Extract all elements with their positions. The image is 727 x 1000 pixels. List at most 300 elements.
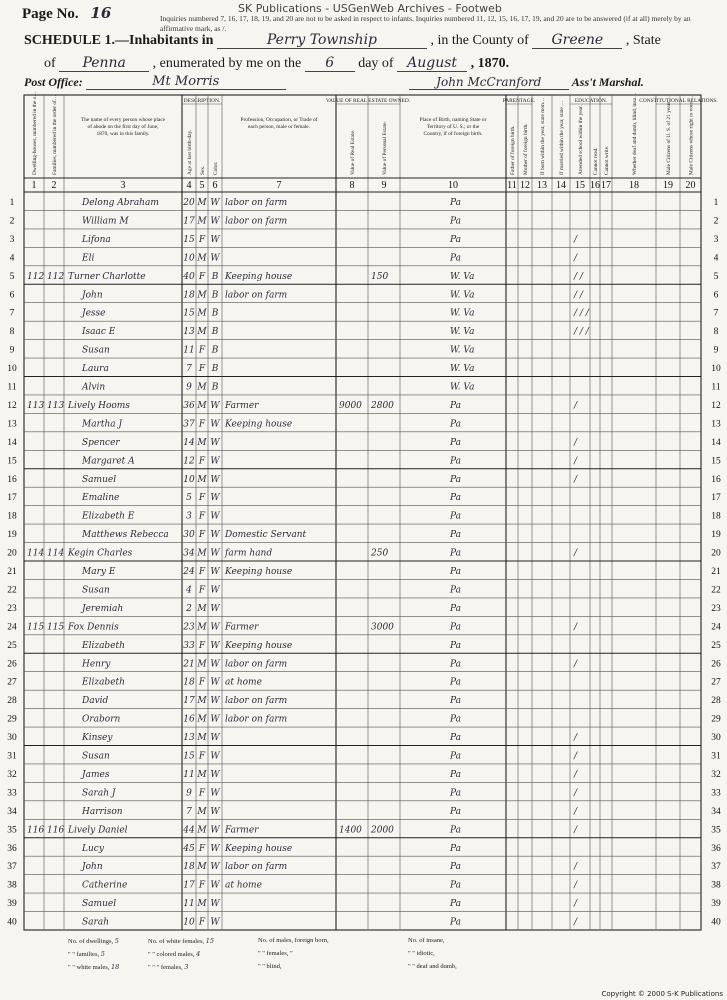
cell-birth: Pa xyxy=(450,437,462,448)
column-title-vertical: Families, numbered in the order of… xyxy=(52,94,58,175)
column-header-15 xyxy=(578,105,584,175)
cell-marks: / xyxy=(574,234,578,245)
column-header-2 xyxy=(51,95,58,175)
row-number-right: 2 xyxy=(713,216,719,227)
cell-name: Henry xyxy=(82,659,111,670)
cell-color: B xyxy=(211,345,219,356)
table-row xyxy=(7,819,721,835)
cell-age: 23 xyxy=(183,622,195,633)
cell-occ: Domestic Servant xyxy=(225,530,307,541)
row-number-left: 9 xyxy=(9,345,15,356)
cell-color: W xyxy=(210,659,220,670)
row-number-left: 12 xyxy=(7,400,17,411)
cell-occ: Keeping house xyxy=(225,271,293,282)
cell-occ: Farmer xyxy=(225,622,259,633)
cell-name: Mary E xyxy=(82,567,116,577)
group-header-parentage: PARENTAGE. xyxy=(502,98,536,104)
cell-sex: M xyxy=(197,806,207,817)
cell-sex: M xyxy=(197,769,207,780)
column-header-6 xyxy=(213,162,219,175)
cell-pers: 3000 xyxy=(371,622,394,633)
cell-birth: Pa xyxy=(450,806,462,817)
table-row xyxy=(7,616,721,632)
row-number-right: 25 xyxy=(711,640,721,651)
cell-sex: M xyxy=(197,290,207,301)
cell-birth: Pa xyxy=(450,899,462,910)
row-number-left: 25 xyxy=(7,640,17,651)
cell-age: 13 xyxy=(183,733,195,744)
cell-name: Delong Abraham xyxy=(82,198,159,208)
column-title-vertical: Attended school within the year. xyxy=(578,105,584,175)
cell-marks: / xyxy=(574,769,578,780)
column-number: 6 xyxy=(212,180,218,191)
blind-label: " " blind, xyxy=(258,963,282,970)
cell-sex: M xyxy=(197,437,207,448)
cell-occ: Keeping house xyxy=(225,640,293,651)
cell-color: B xyxy=(211,327,219,338)
row-number-left: 28 xyxy=(7,696,17,707)
cell-name: Susan xyxy=(82,751,110,762)
cell-birth: Pa xyxy=(450,696,462,707)
cell-name: Jesse xyxy=(82,308,106,319)
row-number-left: 15 xyxy=(7,456,17,467)
cell-birth: Pa xyxy=(450,216,462,227)
cell-birth: Pa xyxy=(450,714,462,725)
cell-age: 10 xyxy=(183,474,195,485)
cell-color: W xyxy=(210,456,220,467)
cell-color: W xyxy=(210,603,220,614)
cell-fam: 114 xyxy=(47,548,65,559)
row-number-right: 28 xyxy=(711,696,721,707)
cell-birth: Pa xyxy=(450,862,462,873)
column-header-17 xyxy=(604,146,610,175)
row-number-right: 33 xyxy=(711,788,721,799)
row-number-left: 37 xyxy=(7,862,17,873)
enumerated-label: , enumerated by me on the xyxy=(152,56,302,71)
cell-color: W xyxy=(210,400,220,411)
cell-birth: W. Va xyxy=(450,364,475,375)
cell-name: Emaline xyxy=(82,493,120,504)
row-number-left: 26 xyxy=(7,659,17,670)
column-number: 12 xyxy=(520,180,530,191)
cell-age: 4 xyxy=(186,585,192,596)
cell-sex: F xyxy=(198,511,206,522)
row-number-left: 27 xyxy=(7,677,17,688)
cell-sex: M xyxy=(197,400,207,411)
column-title-line: of abode on the first day of June, xyxy=(87,124,159,130)
inquiry-note: Inquiries numbered 7, 16, 17, 18, 19, and 20 are not to be asked in respect to infants. Inquiries numbered 11, 12, 15, 16, 17, 19, and 20 are to be answered (if at all) merely by an affirmative mark, as /. xyxy=(160,14,691,33)
cell-occ: labor on farm xyxy=(225,290,288,301)
row-number-right: 8 xyxy=(713,327,719,338)
county-value: Greene xyxy=(532,32,622,49)
cell-occ: labor on farm xyxy=(225,198,288,208)
cell-occ: labor on farm xyxy=(225,216,288,227)
cell-color: W xyxy=(210,751,220,762)
cell-color: W xyxy=(210,253,220,264)
cell-sex: M xyxy=(197,696,207,707)
row-number-right: 19 xyxy=(711,530,721,541)
row-number-left: 8 xyxy=(9,327,15,338)
cell-name: Lifona xyxy=(82,234,111,245)
cell-fam: 115 xyxy=(47,622,65,633)
table-row xyxy=(7,709,721,725)
cell-sex: M xyxy=(197,622,207,633)
cell-age: 9 xyxy=(186,788,192,799)
row-number-left: 6 xyxy=(9,290,15,301)
cell-name: Turner Charlotte xyxy=(68,271,146,282)
cell-sex: M xyxy=(197,825,207,836)
month-value: August xyxy=(397,55,467,72)
cell-birth: W. Va xyxy=(450,271,475,282)
table-row xyxy=(7,875,721,891)
archive-banner: SK Publications - USGenWeb Archives - Footweb xyxy=(238,2,502,15)
column-title-line: Place of Birth, naming State or xyxy=(419,117,487,123)
cell-name: Samuel xyxy=(82,899,117,910)
cell-dw: 112 xyxy=(27,271,45,282)
cell-fam: 116 xyxy=(47,825,65,836)
cell-sex: M xyxy=(197,327,207,338)
cell-marks: / / xyxy=(574,290,583,301)
cell-color: B xyxy=(211,290,219,301)
cell-age: 44 xyxy=(183,825,195,836)
cell-color: B xyxy=(211,382,219,393)
cell-color: W xyxy=(210,474,220,485)
county-label: , in the County of xyxy=(430,33,529,48)
cell-dw: 115 xyxy=(27,622,45,633)
cell-age: 2 xyxy=(186,603,192,614)
column-title-line: Territory of U. S.; or the xyxy=(426,124,480,130)
table-row xyxy=(7,893,721,909)
cell-birth: Pa xyxy=(450,880,462,891)
row-number-left: 13 xyxy=(7,419,17,430)
cell-color: W xyxy=(210,917,220,928)
table-row xyxy=(7,598,721,614)
row-number-right: 1 xyxy=(713,198,719,208)
idiotic-label: " " idiotic, xyxy=(408,950,435,957)
cell-age: 30 xyxy=(183,530,195,541)
table-row xyxy=(7,856,721,872)
column-header-3 xyxy=(81,116,166,137)
column-title-vertical: Age at last birth-day. xyxy=(187,129,193,175)
white-females-label: No. of white females, xyxy=(148,938,205,945)
column-header-5 xyxy=(200,166,206,175)
cell-color: W xyxy=(210,437,220,448)
cell-marks: / xyxy=(574,733,578,744)
cell-name: Eli xyxy=(82,253,95,264)
column-number: 7 xyxy=(276,180,282,191)
row-number-right: 20 xyxy=(711,548,721,559)
group-header-constitutional: CONSTITUTIONAL RELATIONS. xyxy=(639,98,718,104)
cell-sex: M xyxy=(197,198,207,208)
row-number-left: 21 xyxy=(7,567,17,577)
row-number-right: 37 xyxy=(711,862,721,873)
column-header-4 xyxy=(187,130,193,175)
cell-occ: farm hand xyxy=(225,548,273,559)
cell-name: Fox Dennis xyxy=(68,622,119,633)
table-row xyxy=(7,635,721,651)
column-number: 3 xyxy=(120,180,126,191)
dwellings-label: No. of dwellings, xyxy=(68,938,114,945)
row-number-left: 2 xyxy=(9,216,15,227)
cell-age: 13 xyxy=(183,327,195,338)
column-title-line: Country, if of foreign birth. xyxy=(423,131,483,137)
table-row xyxy=(7,801,721,817)
column-title-vertical: Value of Real Estate. xyxy=(350,129,356,175)
deaf-label: " " deaf and dumb, xyxy=(408,963,457,970)
cell-age: 33 xyxy=(183,640,195,651)
group-header-value: VALUE OF REAL ESTATE OWNED. xyxy=(325,98,411,104)
cell-occ: Keeping house xyxy=(225,567,293,577)
cell-birth: Pa xyxy=(450,769,462,780)
cell-sex: F xyxy=(198,493,206,504)
table-row xyxy=(7,579,721,595)
cell-color: W xyxy=(210,511,220,522)
row-number-right: 35 xyxy=(711,825,721,836)
row-number-right: 6 xyxy=(713,290,719,301)
table-row xyxy=(7,395,721,411)
cell-color: W xyxy=(210,825,220,836)
page-number: 16 xyxy=(90,4,112,22)
column-number: 2 xyxy=(51,180,57,191)
cell-color: W xyxy=(210,733,220,744)
cell-birth: Pa xyxy=(450,788,462,799)
cell-birth: Pa xyxy=(450,456,462,467)
cell-name: Kegin Charles xyxy=(68,548,133,559)
column-number: 11 xyxy=(507,180,517,191)
row-number-right: 5 xyxy=(713,271,719,282)
cell-birth: Pa xyxy=(450,198,462,208)
column-title-line: Profession, Occupation, or Trade of xyxy=(240,117,318,123)
cell-sex: F xyxy=(198,640,206,651)
cell-birth: Pa xyxy=(450,751,462,762)
cell-dw: 116 xyxy=(27,825,45,836)
row-number-left: 34 xyxy=(7,806,17,817)
cell-age: 45 xyxy=(183,843,195,854)
cell-age: 12 xyxy=(183,456,195,467)
cell-name: Lively Daniel xyxy=(68,825,128,836)
cell-occ: labor on farm xyxy=(225,659,288,670)
cell-fam: 113 xyxy=(47,400,65,411)
cell-sex: F xyxy=(198,677,206,688)
cell-birth: Pa xyxy=(450,234,462,245)
row-number-left: 33 xyxy=(7,788,17,799)
cell-name: Alvin xyxy=(82,382,106,393)
column-title-vertical: Color. xyxy=(213,161,219,175)
cell-sex: M xyxy=(197,659,207,670)
cell-marks: / xyxy=(574,917,578,928)
colored-females-label: " " " females, xyxy=(148,964,183,971)
cell-age: 34 xyxy=(183,548,195,559)
cell-color: B xyxy=(211,271,219,282)
cell-name: John xyxy=(82,290,103,301)
row-number-left: 30 xyxy=(7,733,17,744)
cell-occ: at home xyxy=(225,880,262,891)
column-title-vertical: Cannot read. xyxy=(593,147,599,175)
colored-males-label: " " colored males, xyxy=(148,951,195,958)
row-number-left: 5 xyxy=(9,271,15,282)
cell-color: W xyxy=(210,714,220,725)
column-header-13 xyxy=(539,98,546,175)
cell-sex: F xyxy=(198,585,206,596)
column-title-vertical: Male Citizens of U. S. of 21 years… xyxy=(666,96,672,175)
table-row xyxy=(7,690,721,706)
cell-name: Elizabeth E xyxy=(82,511,135,522)
cell-color: W xyxy=(210,234,220,245)
column-header-14 xyxy=(558,101,565,175)
row-number-right: 40 xyxy=(711,917,721,928)
families-value: 5 xyxy=(100,950,105,958)
row-number-right: 39 xyxy=(711,899,721,910)
cell-color: W xyxy=(210,806,220,817)
cell-birth: Pa xyxy=(450,419,462,430)
column-number: 16 xyxy=(590,180,600,191)
cell-name: John xyxy=(82,862,103,873)
cell-dw: 113 xyxy=(27,400,45,411)
cell-age: 16 xyxy=(183,714,195,725)
column-header-20 xyxy=(689,95,695,175)
column-header-11 xyxy=(509,126,516,175)
row-number-left: 24 xyxy=(7,622,17,633)
cell-color: W xyxy=(210,696,220,707)
cell-sex: M xyxy=(197,603,207,614)
cell-name: William M xyxy=(82,216,129,227)
table-row xyxy=(7,561,721,577)
cell-marks: / xyxy=(574,751,578,762)
cell-birth: Pa xyxy=(450,733,462,744)
cell-sex: M xyxy=(197,216,207,227)
row-number-right: 31 xyxy=(711,751,721,762)
cell-name: Martha J xyxy=(82,419,123,430)
cell-birth: Pa xyxy=(450,677,462,688)
column-number: 19 xyxy=(663,180,673,191)
cell-color: B xyxy=(211,364,219,375)
cell-pers: 250 xyxy=(371,548,389,559)
cell-birth: Pa xyxy=(450,585,462,596)
table-row xyxy=(7,450,721,466)
post-office-label: Post Office: xyxy=(24,75,83,89)
cell-marks: / / / xyxy=(574,327,589,338)
column-number: 1 xyxy=(31,180,37,191)
column-number: 20 xyxy=(685,180,696,191)
cell-sex: M xyxy=(197,862,207,873)
cell-name: Matthews Rebecca xyxy=(82,530,169,541)
cell-color: W xyxy=(210,769,220,780)
table-row xyxy=(7,469,721,485)
foreign-males-label: No. of males, foreign born, xyxy=(258,937,329,944)
cell-sex: M xyxy=(197,382,207,393)
cell-color: W xyxy=(210,622,220,633)
cell-name: Susan xyxy=(82,585,110,596)
row-number-left: 38 xyxy=(7,880,17,891)
row-number-right: 29 xyxy=(711,714,721,725)
row-number-left: 1 xyxy=(9,198,15,208)
row-number-right: 36 xyxy=(711,843,721,854)
cell-sex: M xyxy=(197,548,207,559)
column-number: 15 xyxy=(575,180,585,191)
cell-color: W xyxy=(210,530,220,541)
cell-color: W xyxy=(210,880,220,891)
cell-birth: Pa xyxy=(450,640,462,651)
cell-sex: F xyxy=(198,880,206,891)
cell-birth: Pa xyxy=(450,253,462,264)
cell-occ: labor on farm xyxy=(225,862,288,873)
row-number-right: 14 xyxy=(711,437,721,448)
row-number-right: 17 xyxy=(711,493,721,504)
row-number-left: 40 xyxy=(7,917,17,928)
column-number: 18 xyxy=(629,180,639,191)
cell-sex: F xyxy=(198,271,206,282)
cell-age: 14 xyxy=(183,437,195,448)
row-number-left: 36 xyxy=(7,843,17,854)
cell-age: 7 xyxy=(186,806,192,817)
row-number-left: 32 xyxy=(7,769,17,780)
cell-birth: Pa xyxy=(450,511,462,522)
cell-birth: W. Va xyxy=(450,382,475,393)
white-males-value: 18 xyxy=(111,963,120,971)
row-number-right: 32 xyxy=(711,769,721,780)
cell-marks: / xyxy=(574,806,578,817)
cell-color: W xyxy=(210,216,220,227)
column-title-vertical: Whether deaf and dumb, blind, insa… xyxy=(632,92,638,175)
cell-marks: / xyxy=(574,548,578,559)
cell-sex: F xyxy=(198,751,206,762)
cell-fam: 112 xyxy=(47,271,65,282)
table-row xyxy=(7,912,721,928)
row-number-right: 22 xyxy=(711,585,721,596)
cell-occ: Farmer xyxy=(225,400,259,411)
cell-age: 17 xyxy=(183,880,195,891)
cell-marks: / / / xyxy=(574,308,589,319)
cell-sex: M xyxy=(197,474,207,485)
cell-age: 40 xyxy=(183,271,195,282)
column-number: 17 xyxy=(601,180,611,191)
cell-age: 24 xyxy=(183,567,195,577)
schedule-label: SCHEDULE 1.—Inhabitants in xyxy=(24,33,214,48)
white-females-value: 15 xyxy=(205,937,215,945)
column-number: 13 xyxy=(537,180,547,191)
cell-sex: F xyxy=(198,567,206,577)
table-row xyxy=(7,727,721,743)
day-value: 6 xyxy=(305,55,355,72)
cell-sex: M xyxy=(197,714,207,725)
column-header-19 xyxy=(665,96,672,175)
foreign-females-label: " " females, " xyxy=(258,950,293,957)
cell-birth: Pa xyxy=(450,548,462,559)
column-number: 9 xyxy=(381,180,387,191)
row-number-left: 3 xyxy=(9,234,15,245)
row-number-right: 3 xyxy=(713,234,719,245)
cell-age: 36 xyxy=(183,400,195,411)
cell-marks: / xyxy=(574,400,578,411)
of-label: of xyxy=(44,56,56,71)
cell-marks: / xyxy=(574,474,578,485)
column-title-vertical: Mother of foreign birth. xyxy=(523,123,529,175)
cell-age: 20 xyxy=(183,198,195,208)
cell-name: Elizabeth xyxy=(82,640,125,651)
cell-age: 7 xyxy=(186,364,192,375)
cell-marks: / xyxy=(574,253,578,264)
white-males-label: " " white males, xyxy=(68,964,110,971)
column-title-vertical: Value of Personal Estate. xyxy=(382,121,388,175)
row-number-right: 34 xyxy=(711,806,721,817)
year-label: , 1870. xyxy=(470,56,510,71)
row-number-right: 38 xyxy=(711,880,721,891)
cell-marks: / xyxy=(574,456,578,467)
column-header-1 xyxy=(32,91,38,175)
table-row xyxy=(7,653,721,669)
column-title-vertical: If married within the year, state … xyxy=(559,100,565,175)
cell-name: Susan xyxy=(82,345,110,356)
